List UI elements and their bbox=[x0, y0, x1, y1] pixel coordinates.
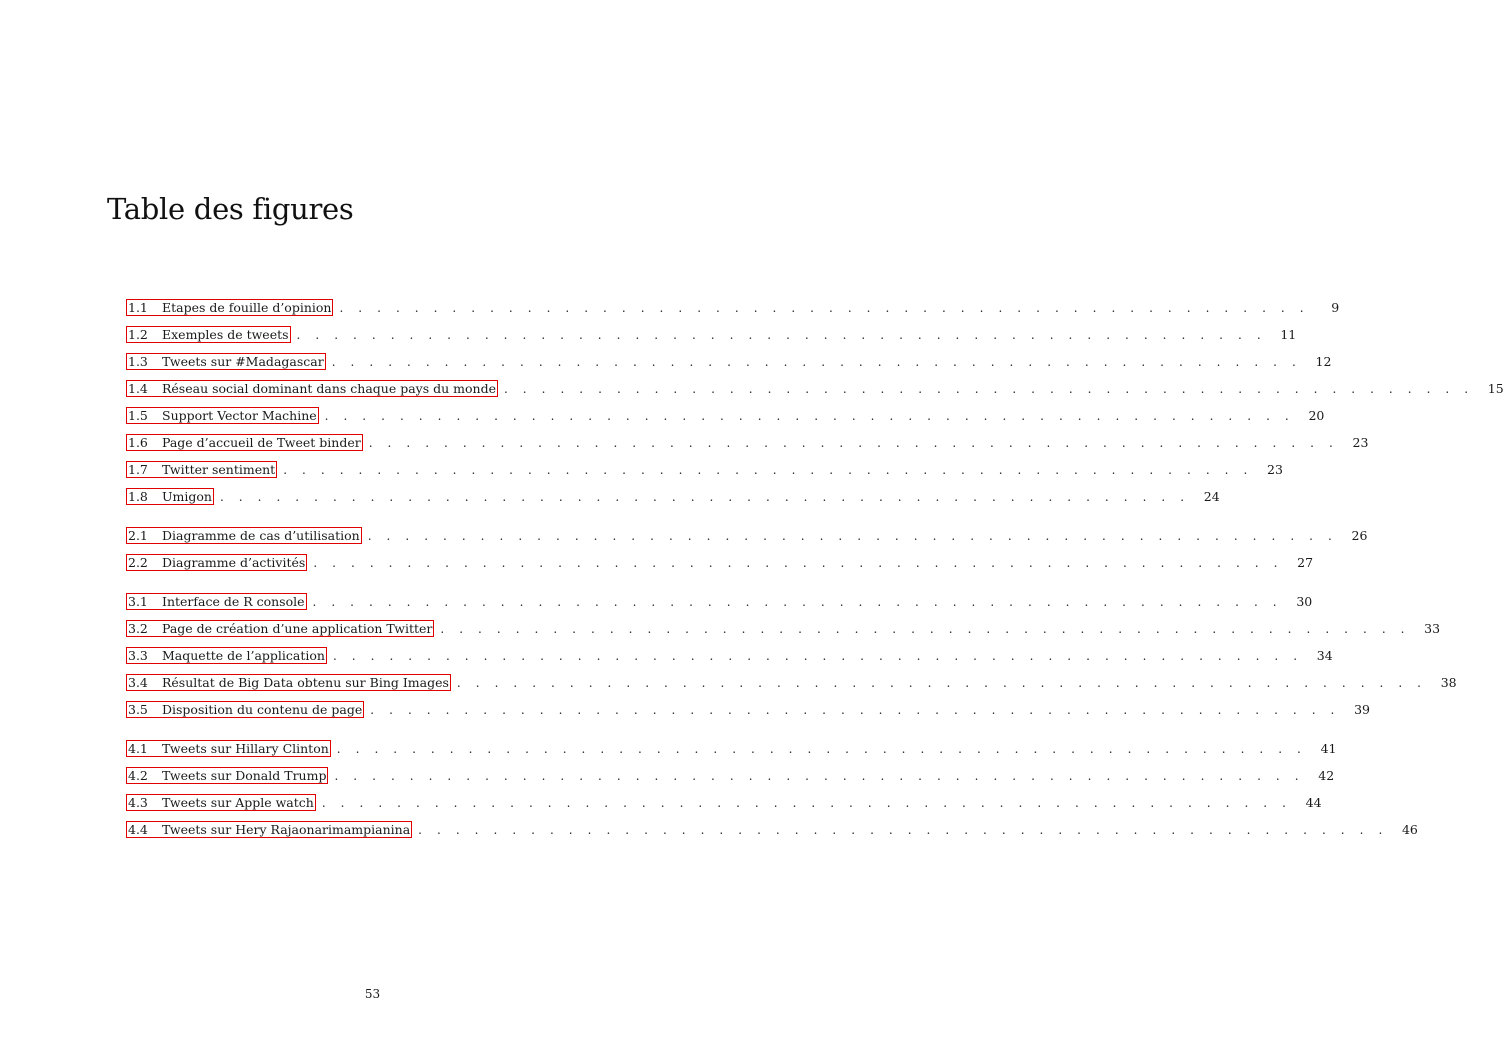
page-ref: 46 bbox=[1401, 822, 1418, 837]
toc-entry bbox=[126, 296, 1340, 323]
dot-leader: . . . . . . . . . . . . . . . . . . . . . . . . . . . . . . . . . . . . . . . . . . . . . . . . . . . . bbox=[324, 409, 1295, 423]
toc-entry bbox=[126, 485, 1220, 512]
dot-leader: . . . . . . . . . . . . . . . . . . . . . . . . . . . . . . . . . . . . . . . . . . . . . . . . . . . . bbox=[503, 382, 1474, 396]
figure-number: 3.5 bbox=[128, 702, 148, 717]
figure-link[interactable] bbox=[126, 326, 291, 343]
figure-link[interactable] bbox=[126, 299, 333, 316]
figure-link[interactable] bbox=[126, 794, 316, 811]
page-title: Table des figures bbox=[107, 192, 354, 226]
figure-caption: Interface de R console bbox=[162, 594, 305, 609]
page-ref: 41 bbox=[1320, 741, 1337, 756]
dot-leader: . . . . . . . . . . . . . . . . . . . . . . . . . . . . . . . . . . . . . . . . . . . . . . . . . . . . bbox=[296, 328, 1267, 342]
figure-caption: Twitter sentiment bbox=[162, 462, 276, 477]
figure-caption: Tweets sur Hillary Clinton bbox=[162, 741, 329, 756]
figure-link[interactable] bbox=[126, 527, 362, 544]
figure-number: 3.1 bbox=[128, 594, 148, 609]
figure-caption: Etapes de fouille d’opinion bbox=[162, 300, 332, 315]
page-ref: 27 bbox=[1297, 555, 1314, 570]
chapter-1-figures bbox=[126, 296, 1504, 512]
toc-entry bbox=[126, 737, 1337, 764]
figure-number: 1.1 bbox=[128, 300, 148, 315]
dot-leader: . . . . . . . . . . . . . . . . . . . . . . . . . . . . . . . . . . . . . . . . . . . . . . . . . . . . bbox=[440, 622, 1411, 636]
figure-link[interactable] bbox=[126, 488, 214, 505]
figure-caption: Umigon bbox=[162, 489, 212, 504]
figure-caption: Diagramme de cas d’utilisation bbox=[162, 528, 360, 543]
dot-leader: . . . . . . . . . . . . . . . . . . . . . . . . . . . . . . . . . . . . . . . . . . . . . . . . . . . . bbox=[312, 595, 1283, 609]
figure-link[interactable] bbox=[126, 647, 327, 664]
toc-entry bbox=[126, 404, 1325, 431]
page-ref: 24 bbox=[1203, 489, 1220, 504]
toc-entry bbox=[126, 791, 1322, 818]
figure-link[interactable] bbox=[126, 767, 328, 784]
figure-number: 4.3 bbox=[128, 795, 148, 810]
page-ref: 38 bbox=[1440, 675, 1457, 690]
figure-link[interactable] bbox=[126, 740, 331, 757]
page-ref: 12 bbox=[1315, 354, 1332, 369]
dot-leader: . . . . . . . . . . . . . . . . . . . . . . . . . . . . . . . . . . . . . . . . . . . . . . . . . . . . bbox=[368, 436, 1339, 450]
dot-leader: . . . . . . . . . . . . . . . . . . . . . . . . . . . . . . . . . . . . . . . . . . . . . . . . . . . . bbox=[418, 823, 1388, 837]
figure-caption: Tweets sur Apple watch bbox=[162, 795, 314, 810]
figure-caption: Diagramme d’activités bbox=[162, 555, 306, 570]
dot-leader: . . . . . . . . . . . . . . . . . . . . . . . . . . . . . . . . . . . . . . . . . . . . . . . . . . . . bbox=[456, 676, 1427, 690]
toc-entry bbox=[126, 551, 1314, 578]
figure-link[interactable] bbox=[126, 674, 451, 691]
toc-entry bbox=[126, 431, 1369, 458]
toc-entry bbox=[126, 671, 1457, 698]
figure-number: 4.4 bbox=[128, 822, 148, 837]
figure-link[interactable] bbox=[126, 620, 434, 637]
dot-leader: . . . . . . . . . . . . . . . . . . . . . . . . . . . . . . . . . . . . . . . . . . . . . . . . . . . . bbox=[332, 649, 1303, 663]
toc-entry bbox=[126, 590, 1313, 617]
figure-link[interactable] bbox=[126, 593, 307, 610]
toc-entry bbox=[126, 764, 1335, 791]
figure-caption: Tweets sur Hery Rajaonarimampianina bbox=[162, 822, 411, 837]
page-ref: 30 bbox=[1296, 594, 1313, 609]
figure-number: 3.2 bbox=[128, 621, 148, 636]
page-ref: 20 bbox=[1308, 408, 1325, 423]
dot-leader: . . . . . . . . . . . . . . . . . . . . . . . . . . . . . . . . . . . . . . . . . . . . . . . . . . . . bbox=[339, 301, 1310, 315]
dot-leader: . . . . . . . . . . . . . . . . . . . . . . . . . . . . . . . . . . . . . . . . . . . . . . . . . . . . bbox=[321, 796, 1292, 810]
figure-caption: Page d’accueil de Tweet binder bbox=[162, 435, 361, 450]
figure-number: 3.4 bbox=[128, 675, 148, 690]
figure-number: 4.2 bbox=[128, 768, 148, 783]
figure-number: 1.8 bbox=[128, 489, 148, 504]
figure-number: 1.7 bbox=[128, 462, 148, 477]
figure-link[interactable] bbox=[126, 407, 319, 424]
figure-number: 2.1 bbox=[128, 528, 148, 543]
page-ref: 39 bbox=[1354, 702, 1370, 717]
dot-leader: . . . . . . . . . . . . . . . . . . . . . . . . . . . . . . . . . . . . . . . . . . . . . . . . . . . . bbox=[219, 490, 1190, 504]
page-ref: 44 bbox=[1305, 795, 1322, 810]
figure-link[interactable] bbox=[126, 554, 307, 571]
toc-entry bbox=[126, 377, 1504, 404]
figure-caption: Réseau social dominant dans chaque pays du monde bbox=[162, 381, 496, 396]
page-ref: 23 bbox=[1267, 462, 1283, 477]
page-number: 53 bbox=[364, 987, 381, 1001]
figure-caption: Exemples de tweets bbox=[162, 327, 289, 342]
chapter-2-figures bbox=[126, 524, 1368, 578]
figure-number: 1.3 bbox=[128, 354, 148, 369]
page-ref: 23 bbox=[1352, 435, 1369, 450]
toc-entry bbox=[126, 524, 1368, 551]
figure-caption: Disposition du contenu de page bbox=[162, 702, 363, 717]
dot-leader: . . . . . . . . . . . . . . . . . . . . . . . . . . . . . . . . . . . . . . . . . . . . . . . . . . . . bbox=[313, 556, 1284, 570]
page-ref: 26 bbox=[1351, 528, 1368, 543]
page-ref: 34 bbox=[1316, 648, 1333, 663]
dot-leader: . . . . . . . . . . . . . . . . . . . . . . . . . . . . . . . . . . . . . . . . . . . . . . . . . . . . bbox=[283, 463, 1253, 477]
figure-link[interactable] bbox=[126, 380, 498, 397]
page-ref: 15 bbox=[1487, 381, 1504, 396]
toc-entry bbox=[126, 350, 1332, 377]
figure-link[interactable] bbox=[126, 353, 326, 370]
page-ref: 9 bbox=[1331, 300, 1340, 315]
figure-number: 2.2 bbox=[128, 555, 148, 570]
dot-leader: . . . . . . . . . . . . . . . . . . . . . . . . . . . . . . . . . . . . . . . . . . . . . . . . . . . . bbox=[334, 769, 1305, 783]
figure-caption: Page de création d’une application Twitter bbox=[162, 621, 433, 636]
figure-number: 1.6 bbox=[128, 435, 148, 450]
page-ref: 11 bbox=[1280, 327, 1297, 342]
chapter-3-figures bbox=[126, 590, 1457, 725]
figure-caption: Tweets sur Donald Trump bbox=[162, 768, 327, 783]
figure-number: 1.2 bbox=[128, 327, 148, 342]
page-ref: 33 bbox=[1424, 621, 1441, 636]
figure-link[interactable] bbox=[126, 701, 364, 718]
dot-leader: . . . . . . . . . . . . . . . . . . . . . . . . . . . . . . . . . . . . . . . . . . . . . . . . . . . . bbox=[336, 742, 1307, 756]
toc-entry bbox=[126, 698, 1370, 725]
toc-entry bbox=[126, 818, 1418, 845]
figure-caption: Support Vector Machine bbox=[162, 408, 317, 423]
dot-leader: . . . . . . . . . . . . . . . . . . . . . . . . . . . . . . . . . . . . . . . . . . . . . . . . . . . . bbox=[331, 355, 1302, 369]
figure-link[interactable] bbox=[126, 434, 363, 451]
figure-number: 1.4 bbox=[128, 381, 148, 396]
figure-caption: Tweets sur #Madagascar bbox=[162, 354, 324, 369]
figure-number: 1.5 bbox=[128, 408, 148, 423]
toc-entry bbox=[126, 644, 1333, 671]
dot-leader: . . . . . . . . . . . . . . . . . . . . . . . . . . . . . . . . . . . . . . . . . . . . . . . . . . . . bbox=[367, 529, 1338, 543]
figure-link[interactable] bbox=[126, 821, 412, 838]
page-ref: 42 bbox=[1318, 768, 1335, 783]
chapter-4-figures bbox=[126, 737, 1418, 845]
list-of-figures bbox=[126, 296, 1504, 845]
figure-number: 3.3 bbox=[128, 648, 148, 663]
dot-leader: . . . . . . . . . . . . . . . . . . . . . . . . . . . . . . . . . . . . . . . . . . . . . . . . . . . . bbox=[370, 703, 1340, 717]
figure-caption: Résultat de Big Data obtenu sur Bing Images bbox=[162, 675, 449, 690]
figure-caption: Maquette de l’application bbox=[162, 648, 325, 663]
toc-entry bbox=[126, 323, 1297, 350]
toc-entry bbox=[126, 617, 1441, 644]
toc-entry bbox=[126, 458, 1283, 485]
figure-link[interactable] bbox=[126, 461, 277, 478]
figure-number: 4.1 bbox=[128, 741, 148, 756]
